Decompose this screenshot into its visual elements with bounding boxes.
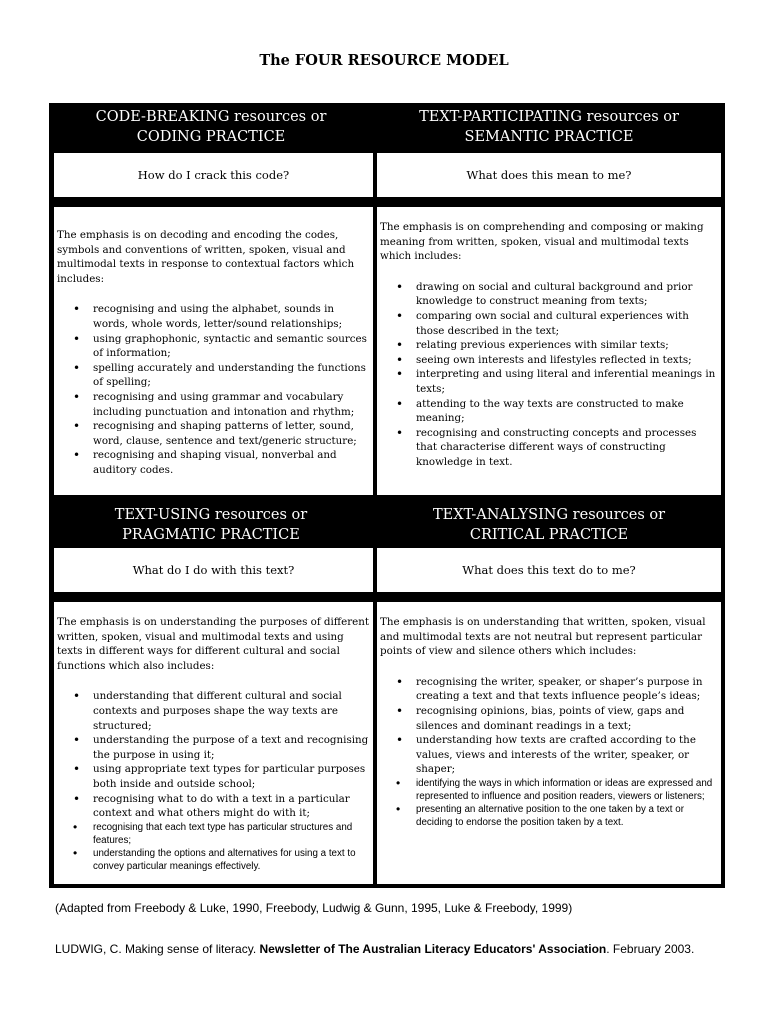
practice-list-continued bbox=[380, 777, 719, 829]
list-item: • spelling accurately and understanding the functions of spelling; bbox=[93, 361, 371, 390]
intro-text: The emphasis is on comprehending and composing or making meaning from written, spoken, visual and multimodal texts which includes: bbox=[380, 221, 704, 263]
practice-list-continued bbox=[57, 821, 371, 873]
header-line-1: TEXT-PARTICIPATING resources or bbox=[419, 109, 679, 125]
header-line-1: TEXT-ANALYSING resources or bbox=[432, 507, 666, 523]
list-item: • understanding the purpose of a text and recognising the purpose in using it; bbox=[93, 733, 371, 762]
text-using-question bbox=[54, 548, 373, 592]
list-item: • using graphophonic, syntactic and semantic sources of information; bbox=[93, 332, 371, 361]
question-text: How do I crack this code? bbox=[137, 168, 290, 182]
list-item: • understanding the options and alternatives for using a text to convey particular meanings effectively. bbox=[93, 847, 371, 873]
text-participating-body bbox=[377, 207, 721, 495]
text-analysing-question bbox=[377, 548, 721, 592]
text-using-body bbox=[54, 602, 373, 884]
header-line-2: PRAGMATIC PRACTICE bbox=[122, 527, 300, 543]
question-text: What do I do with this text? bbox=[132, 563, 295, 577]
practice-list bbox=[57, 302, 371, 477]
list-item: • comparing own social and cultural experiences with those described in the text; bbox=[416, 309, 719, 338]
code-breaking-question bbox=[54, 153, 373, 197]
intro-text: The emphasis is on decoding and encoding the codes, symbols and conventions of written, spoken, visual and multimodal texts in response to contextual factors which includes: bbox=[57, 229, 355, 285]
list-item: • relating previous experiences with similar texts; bbox=[416, 338, 719, 353]
list-item: • attending to the way texts are constructed to make meaning; bbox=[416, 397, 719, 426]
header-line-2: CRITICAL PRACTICE bbox=[469, 527, 629, 543]
question-text: What does this mean to me? bbox=[466, 168, 632, 182]
adapted-note: (Adapted from Freebody & Luke, 1990, Freebody, Ludwig & Gunn, 1995, Luke & Freebody, 1999) bbox=[55, 901, 573, 915]
list-item: • recognising and constructing concepts and processes that characterise different ways of constructing knowledge in text. bbox=[416, 426, 719, 470]
list-item: • recognising and using grammar and vocabulary including punctuation and intonation and rhythm; bbox=[93, 390, 371, 419]
text-analysing-body bbox=[377, 602, 721, 884]
citation bbox=[55, 942, 725, 956]
header-line-1: CODE-BREAKING resources or bbox=[95, 109, 327, 125]
list-item: • recognising and using the alphabet, sounds in words, whole words, letter/sound relationships; bbox=[93, 302, 371, 331]
citation-author: LUDWIG, C. Making sense of literacy. bbox=[55, 942, 260, 956]
list-item: • presenting an alternative position to the one taken by a text or deciding to endorse the position taken by a text. bbox=[416, 803, 719, 829]
question-text: What does this text do to me? bbox=[462, 563, 636, 577]
list-item: • identifying the ways in which information or ideas are expressed and represented to influence and position readers, viewers or listeners; bbox=[416, 777, 719, 803]
list-item: • recognising the writer, speaker, or shaper’s purpose in creating a text and that texts influence people’s ideas; bbox=[416, 675, 719, 704]
header-line-2: CODING PRACTICE bbox=[136, 129, 286, 145]
list-item: • recognising that each text type has particular structures and features; bbox=[93, 821, 371, 847]
citation-journal: Newsletter of The Australian Literacy Educators' Association bbox=[259, 942, 607, 956]
header-line-1: TEXT-USING resources or bbox=[114, 507, 308, 523]
text-analysing-header bbox=[377, 505, 721, 545]
list-item: • using appropriate text types for particular purposes both inside and outside school; bbox=[93, 762, 371, 791]
list-item: • understanding that different cultural and social contexts and purposes shape the way texts are structured; bbox=[93, 689, 371, 733]
code-breaking-header bbox=[49, 107, 373, 147]
list-item: • recognising opinions, bias, points of view, gaps and silences and dominant readings in a text; bbox=[416, 704, 719, 733]
intro-text: The emphasis is on understanding the purposes of different written, spoken, visual and multimodal texts and using texts in different ways for different cultural and social functions which also includes: bbox=[57, 616, 369, 672]
intro-text: The emphasis is on understanding that written, spoken, visual and multimodal texts are not neutral but represent particular points of view and silence others which includes: bbox=[380, 616, 706, 658]
citation-date: . February 2003. bbox=[606, 942, 695, 956]
list-item: • understanding how texts are crafted according to the values, views and interests of the writer, speaker, or shaper; bbox=[416, 733, 719, 777]
list-item: • recognising what to do with a text in a particular context and what others might do with it; bbox=[93, 792, 371, 821]
list-item: • recognising and shaping patterns of letter, sound, word, clause, sentence and text/generic structure; bbox=[93, 419, 371, 448]
four-resource-table bbox=[49, 103, 725, 888]
list-item: • recognising and shaping visual, nonverbal and auditory codes. bbox=[93, 448, 371, 477]
list-item: • drawing on social and cultural background and prior knowledge to construct meaning from texts; bbox=[416, 280, 719, 309]
page-title: The FOUR RESOURCE MODEL bbox=[259, 52, 509, 69]
header-line-2: SEMANTIC PRACTICE bbox=[464, 129, 634, 145]
practice-list bbox=[380, 280, 719, 470]
list-item: • interpreting and using literal and inferential meanings in texts; bbox=[416, 367, 719, 396]
text-participating-header bbox=[377, 107, 721, 147]
code-breaking-body bbox=[54, 207, 373, 495]
text-using-header bbox=[49, 505, 373, 545]
practice-list bbox=[380, 675, 719, 777]
list-item: • seeing own interests and lifestyles reflected in texts; bbox=[416, 353, 719, 368]
practice-list bbox=[57, 689, 371, 820]
text-participating-question bbox=[377, 153, 721, 197]
